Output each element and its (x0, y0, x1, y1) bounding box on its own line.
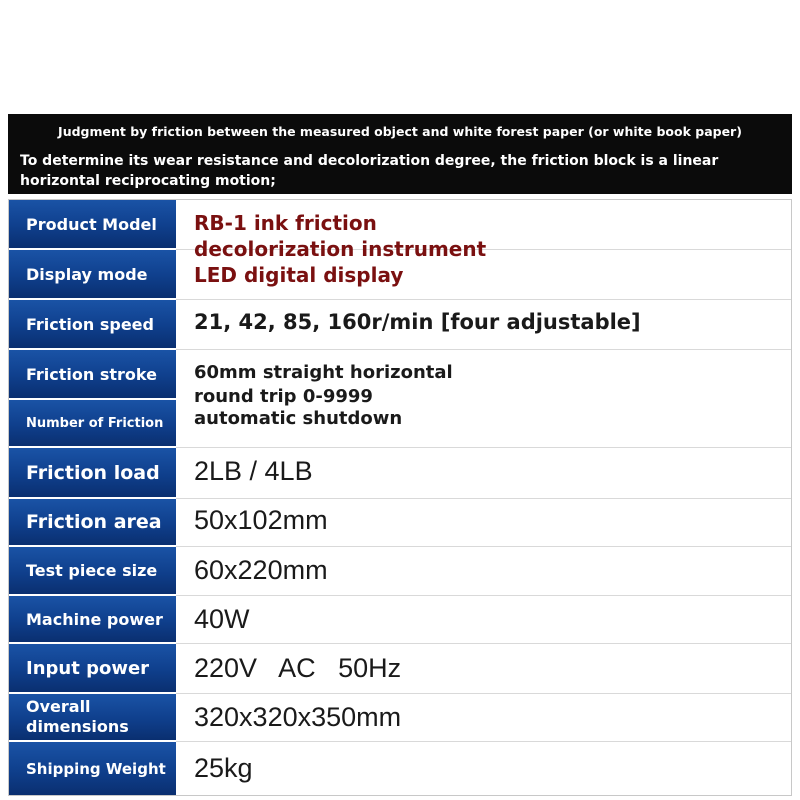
header-line-1: Judgment by friction between the measured object and white forest paper (or white book paper) (58, 124, 742, 139)
row-separator (176, 447, 791, 448)
value-display-mode: LED digital display (194, 263, 404, 287)
value-machine-power: 40W (194, 604, 250, 634)
label-shipping-weight: Shipping Weight (9, 742, 176, 795)
label-display-mode: Display mode (9, 250, 176, 300)
value-shipping-weight: 25kg (194, 753, 253, 783)
value-input-power: 220V AC 50Hz (194, 653, 402, 683)
row-separator (176, 595, 791, 596)
spec-table (8, 199, 792, 796)
header-line-2: To determine its wear resistance and decolorization degree, the friction block is a linear horizontal reciprocating motion; (20, 153, 719, 189)
label-friction-stroke: Friction stroke (9, 350, 176, 400)
row-separator (176, 498, 791, 499)
header-banner (8, 114, 792, 194)
label-friction-speed: Friction speed (9, 300, 176, 350)
label-input-power: Input power (9, 644, 176, 694)
row-separator (176, 299, 791, 300)
label-product-model: Product Model (9, 200, 176, 250)
label-overall-dimensions: Overall dimensions (9, 694, 176, 742)
value-friction-load: 2LB / 4LB (194, 456, 313, 486)
value-overall-dimensions: 320x320x350mm (194, 702, 402, 732)
label-number-of-friction: Number of Friction (9, 400, 176, 448)
value-test-piece-size: 60x220mm (194, 555, 328, 585)
label-machine-power: Machine power (9, 596, 176, 644)
value-friction-speed: 21, 42, 85, 160r/min [four adjustable] (194, 310, 641, 334)
value-stroke-line-2: round trip 0-9999 (194, 386, 373, 407)
value-product-model-line-2: decolorization instrument (194, 237, 487, 261)
value-stroke-line-3: automatic shutdown (194, 408, 403, 429)
row-separator (176, 546, 791, 547)
row-separator (176, 693, 791, 694)
label-friction-load: Friction load (9, 448, 176, 499)
label-friction-area: Friction area (9, 499, 176, 547)
value-product-model-line-1: RB-1 ink friction (194, 211, 377, 235)
row-separator (176, 643, 791, 644)
value-friction-area: 50x102mm (194, 505, 328, 535)
row-separator (176, 741, 791, 742)
label-test-piece-size: Test piece size (9, 547, 176, 596)
row-separator (176, 349, 791, 350)
value-stroke-line-1: 60mm straight horizontal (194, 362, 453, 383)
